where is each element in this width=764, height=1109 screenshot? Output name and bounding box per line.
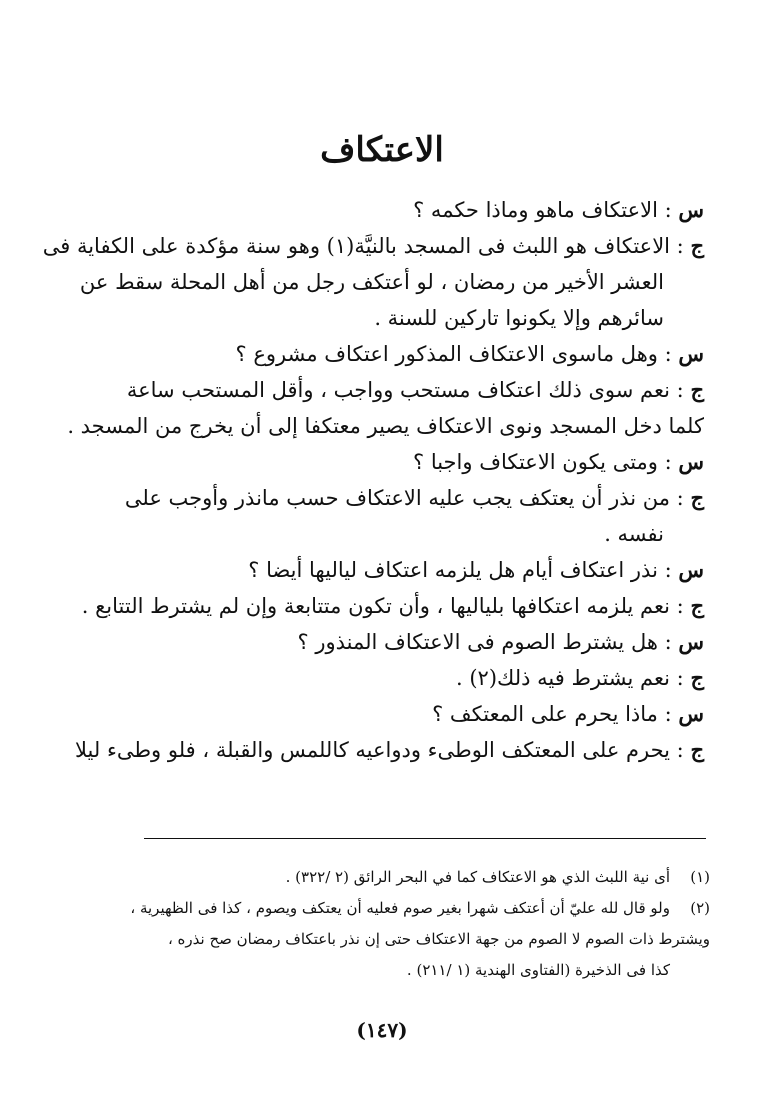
footnote-divider bbox=[144, 838, 706, 839]
text-line bbox=[79, 264, 704, 300]
line-text: : يحرم على المعتكف الوطىء ودواعيه كاللمس والقبلة ، فلو وطىء ليلا bbox=[75, 738, 691, 762]
footnotes bbox=[130, 862, 710, 986]
text-line bbox=[81, 588, 704, 624]
question-marker: س bbox=[678, 629, 704, 654]
text-line bbox=[128, 336, 704, 372]
answer-marker: ج bbox=[690, 485, 704, 510]
line-text: : ومتى يكون الاعتكاف واجبا ؟ bbox=[413, 450, 679, 474]
footnote-number: (٢) bbox=[690, 899, 710, 917]
line-text: العشر الأخير من رمضان ، لو أعتكف رجل من أهل المحلة سقط عن bbox=[79, 270, 664, 294]
body-text bbox=[42, 192, 704, 768]
line-text: : نعم يلزمه اعتكافها بلياليها ، وأن تكون متتابعة وإن لم يشترط التتابع . bbox=[81, 594, 691, 618]
line-text: سائرهم وإلا يكونوا تاركين للسنة . bbox=[374, 306, 664, 330]
text-line bbox=[128, 516, 704, 552]
line-text: : ماذا يحرم على المعتكف ؟ bbox=[432, 702, 679, 726]
question-marker: س bbox=[678, 449, 704, 474]
line-text: : الاعتكاف ماهو وماذا حكمه ؟ bbox=[413, 198, 679, 222]
question-marker: س bbox=[678, 197, 704, 222]
answer-marker: ج bbox=[690, 377, 704, 402]
line-text: : من نذر أن يعتكف يجب عليه الاعتكاف حسب مانذر وأوجب على bbox=[124, 486, 691, 510]
question-marker: س bbox=[678, 701, 704, 726]
text-line bbox=[128, 444, 704, 480]
text-line bbox=[128, 300, 704, 336]
answer-marker: ج bbox=[690, 737, 704, 762]
page-number: (١٤٧) bbox=[356, 1018, 408, 1042]
answer-marker: ج bbox=[690, 233, 704, 258]
footnote-number: (١) bbox=[690, 868, 710, 886]
answer-marker: ج bbox=[690, 665, 704, 690]
footnote-text: كذا فى الذخيرة (الفتاوى الهندية (١ /٢١١) . bbox=[406, 961, 670, 979]
line-text: : نعم سوى ذلك اعتكاف مستحب وواجب ، وأقل المستحب ساعة bbox=[126, 378, 691, 402]
line-text: كلما دخل المسجد ونوى الاعتكاف يصير معتكفا إلى أن يخرج من المسجد . bbox=[67, 414, 704, 438]
line-text: : هل يشترط الصوم فى الاعتكاف المنذور ؟ bbox=[297, 630, 679, 654]
footnote bbox=[130, 893, 710, 924]
text-line bbox=[128, 372, 704, 408]
text-line bbox=[128, 660, 704, 696]
footnote-continuation bbox=[130, 955, 710, 986]
text-line bbox=[128, 696, 704, 732]
answer-marker: ج bbox=[690, 593, 704, 618]
footnote-text: ويشترط ذات الصوم لا الصوم من جهة الاعتكاف حتى إن نذر باعتكاف رمضان صح نذره ، bbox=[167, 930, 710, 948]
footnote-text: ولو قال لله عليّ أن أعتكف شهرا بغير صوم فعليه أن يعتكف ويصوم ، كذا فى الظهيرية ، bbox=[130, 899, 670, 917]
text-line bbox=[75, 732, 704, 768]
text-line bbox=[128, 192, 704, 228]
text-line bbox=[128, 624, 704, 660]
text-line bbox=[42, 228, 704, 264]
text-line bbox=[67, 408, 704, 444]
text-line bbox=[124, 480, 704, 516]
line-text: نفسه . bbox=[604, 522, 664, 546]
line-text: : وهل ماسوى الاعتكاف المذكور اعتكاف مشروع ؟ bbox=[235, 342, 679, 366]
text-line bbox=[128, 552, 704, 588]
page-title: الاعتكاف bbox=[320, 130, 444, 170]
question-marker: س bbox=[678, 341, 704, 366]
line-text: : الاعتكاف هو اللبث فى المسجد بالنيَّة(١) وهو سنة مؤكدة على الكفاية فى bbox=[42, 234, 691, 258]
line-text: : نعم يشترط فيه ذلك(٢) . bbox=[456, 666, 691, 690]
footnote bbox=[130, 862, 710, 893]
question-marker: س bbox=[678, 557, 704, 582]
line-text: : نذر اعتكاف أيام هل يلزمه اعتكاف لياليها أيضا ؟ bbox=[248, 558, 679, 582]
footnote-continuation bbox=[130, 924, 710, 955]
footnote-text: أى نية اللبث الذي هو الاعتكاف كما في البحر الرائق (٢ /٣٢٢) . bbox=[285, 868, 670, 886]
